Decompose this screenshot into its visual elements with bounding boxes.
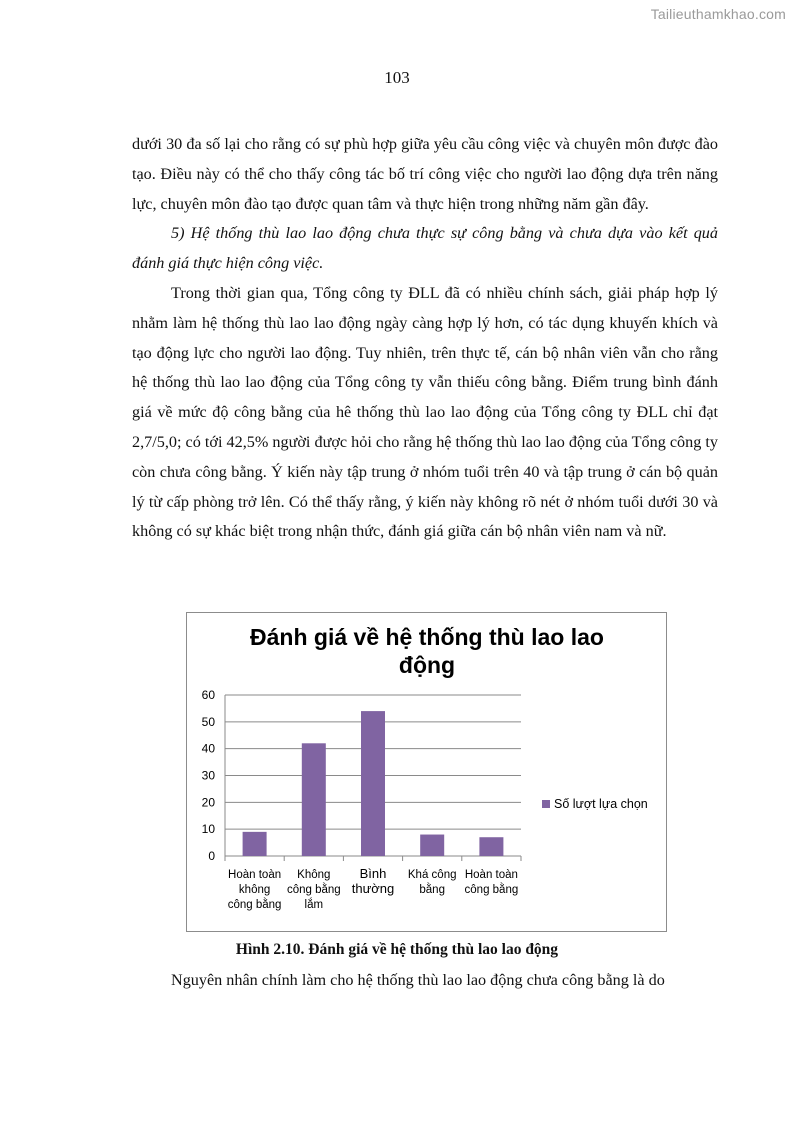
body-text bbox=[132, 130, 718, 547]
y-tick-label: 50 bbox=[201, 714, 215, 729]
chart-figure bbox=[186, 612, 667, 932]
y-tick-label: 60 bbox=[201, 688, 215, 702]
chart-title-line: Đánh giá về hệ thống thù lao lao bbox=[250, 624, 604, 650]
x-tick-label: công bằng bbox=[464, 884, 519, 896]
page-number: 103 bbox=[384, 68, 410, 87]
x-tick-label: công bằng bbox=[286, 884, 341, 896]
bar bbox=[243, 832, 267, 856]
watermark: Tailieuthamkhao.com bbox=[650, 6, 786, 22]
x-tick-label: công bằng bbox=[227, 899, 282, 911]
x-tick-label: Bình bbox=[359, 866, 387, 881]
y-tick-label: 10 bbox=[201, 822, 215, 837]
legend-swatch bbox=[542, 800, 550, 808]
chart-title-line: động bbox=[398, 652, 456, 678]
figure-caption: Hình 2.10. Đánh giá về hệ thống thù lao lao động bbox=[235, 941, 559, 958]
x-tick-label: bằng bbox=[419, 884, 445, 896]
paragraph-next: Nguyên nhân chính làm cho hệ thống thù lao lao động chưa công bằng là do bbox=[171, 971, 665, 989]
bar-chart bbox=[187, 613, 666, 931]
bar bbox=[420, 835, 444, 856]
y-tick-label: 20 bbox=[201, 795, 215, 810]
x-tick-label: Khá công bbox=[407, 869, 457, 881]
x-tick-label: thường bbox=[351, 881, 395, 896]
y-tick-label: 40 bbox=[201, 741, 215, 756]
bar bbox=[479, 837, 503, 856]
paragraph-continued: dưới 30 đa số lại cho rằng có sự phù hợp giữa yêu cầu công việc và chuyên môn được đào tạo. Điều này có thể cho thấy công tác bố trí công việc cho người lao động dựa trên năng lực, chuyên môn đào tạo được quan tâm và thực hiện trong những năm gần đây. bbox=[132, 135, 718, 213]
y-tick-label: 30 bbox=[201, 768, 215, 783]
bar bbox=[361, 711, 385, 856]
x-tick-label: không bbox=[238, 884, 271, 896]
x-tick-label: Hoàn toàn bbox=[228, 869, 282, 881]
x-tick-label: Không bbox=[297, 869, 331, 881]
bar bbox=[302, 743, 326, 856]
x-tick-label: Hoàn toàn bbox=[464, 869, 518, 881]
y-tick-label: 0 bbox=[208, 849, 215, 863]
section-heading-5: 5) Hệ thống thù lao lao động chưa thực sự công bằng và chưa dựa vào kết quả đánh giá thực hiện công việc. bbox=[132, 224, 718, 273]
x-tick-label: lắm bbox=[304, 899, 324, 911]
paragraph-main: Trong thời gian qua, Tổng công ty ĐLL đã có nhiều chính sách, giải pháp hợp lý nhằm làm hệ thống thù lao lao động ngày càng hợp lý hơn, có tác dụng khuyến khích và tạo động lực cho người lao động. Tuy nhiên, trên thực tế, cán bộ nhân viên vẫn cho rằng hệ thống thù lao lao động của Tổng công ty vẫn thiếu công bằng. Điểm trung bình đánh giá về mức độ công bằng của hê thống thù lao lao động của Tổng công ty ĐLL chỉ đạt 2,7/5,0; có tới 42,5% người được hỏi cho rằng hệ thống thù lao lao động của Tổng công ty còn chưa công bằng. Ý kiến này tập trung ở nhóm tuổi trên 40 và tập trung ở cán bộ quản lý từ cấp phòng trở lên. Có thể thấy rằng, ý kiến này không rõ nét ở nhóm tuổi dưới 30 và không có sự khác biệt trong nhận thức, đánh giá giữa cán bộ nhân viên nam và nữ. bbox=[132, 283, 718, 541]
legend-label: Số lượt lựa chọn bbox=[554, 797, 648, 811]
